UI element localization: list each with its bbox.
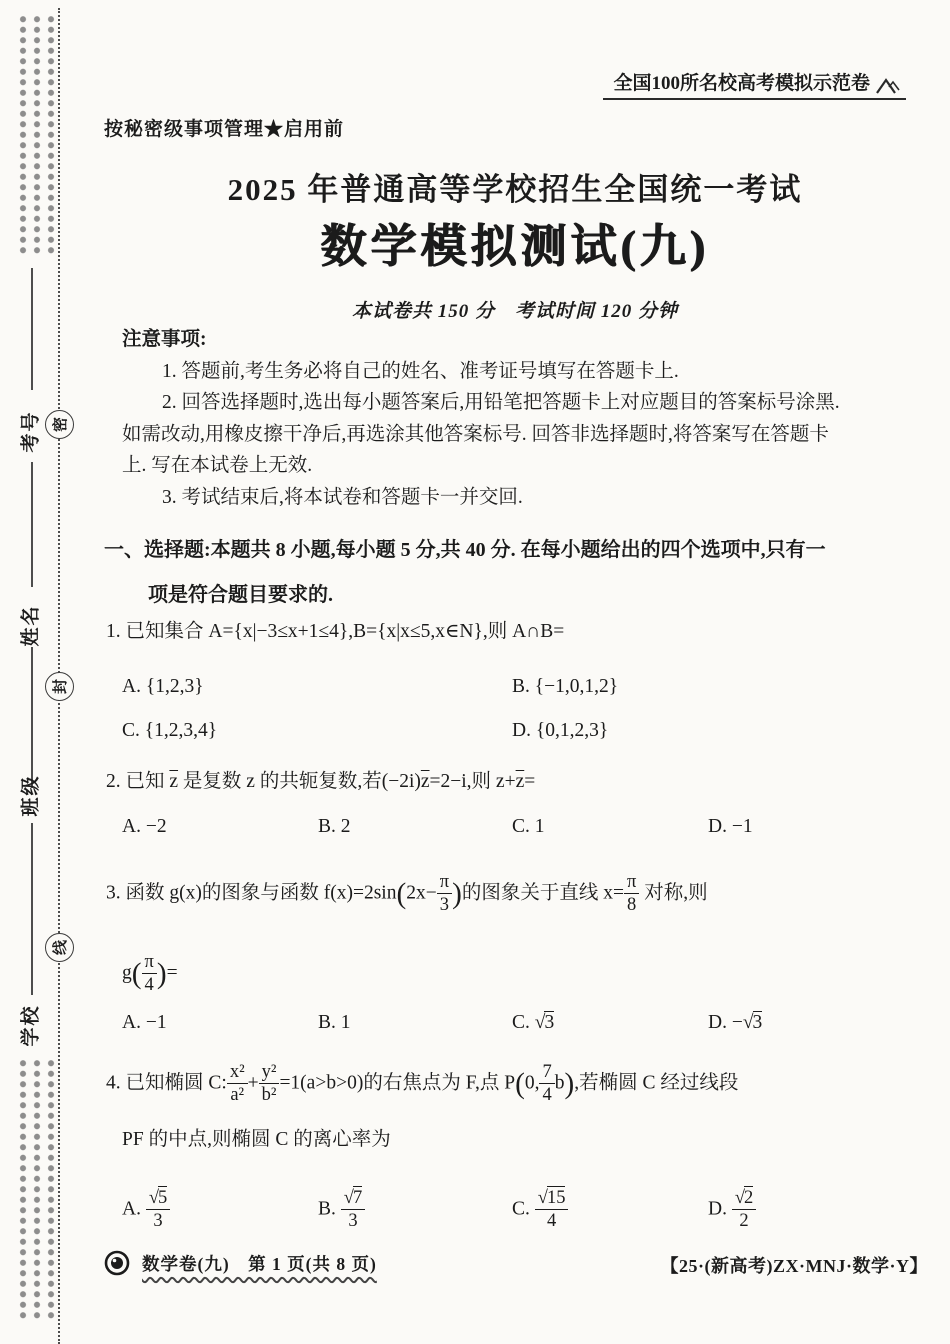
school-label: 学校 [20,1004,42,1047]
name-label: 姓名 [20,604,42,647]
fraction-sqrt7-3: $\frac{√7}{3}$ [341,1188,365,1231]
notice-line: 3. 考试结束后,将本试卷和答题卡一并交回. [162,486,523,508]
brand-slogan-text: 全国100所名校高考模拟示范卷 [613,73,870,94]
z-conjugate: $\overline{z}$ [515,771,525,792]
z-conjugate: $\overline{z}$ [169,771,179,792]
perforation-dots-top [14,12,56,254]
name-fill-line [31,462,33,587]
section-1-line2: 项是符合题目要求的. [148,584,333,606]
notice-line: 如需改动,用橡皮擦干净后,再选涂其他答案标号. 回答非选择题时,将答案写在答题卡 [122,423,829,445]
sqrt-sign: √ [734,1187,745,1208]
q3-g: g [122,962,132,984]
q4-text: 4. 已知椭圆 C: [106,1072,227,1094]
right-paren: ) [156,958,167,991]
fraction-x2-a2: $\frac{\text{x²}}{\text{a²}}$ [227,1062,248,1105]
perforation-dots-bottom [14,1056,56,1322]
notice-heading: 注意事项: [122,329,207,350]
class-label: 班级 [20,774,42,817]
q2-text: =2−i,则 z+ [429,771,516,792]
fraction-pi-4: $\frac{\pi}{4}$ [142,952,157,995]
question-3-option-c: C. √3 [512,1012,555,1033]
question-2-option-d: D. −1 [708,816,753,837]
q3-text: 2x− [406,882,437,904]
question-4-line2: PF 的中点,则椭圆 C 的离心率为 [122,1129,391,1150]
z-conjugate: $\overline{z}$ [420,771,430,792]
section-1-heading [104,528,924,618]
seal-char-feng: 封 [45,672,74,701]
q4-text: ,若椭圆 C 经过线段 [574,1072,739,1094]
question-2-option-a: A. −2 [122,816,167,837]
q4-text: 0, [524,1072,540,1094]
q3-text: 3. 函数 g(x)的图象与函数 f(x)=2sin [106,882,397,904]
question-2-option-b: B. 2 [318,816,351,837]
question-3-option-b: B. 1 [318,1012,351,1033]
seal-char-mi: 密 [45,410,74,439]
notice-line: 2. 回答选择题时,选出每小题答案后,用铅笔把答题卡上对应题目的答案标号涂黑. [162,392,840,413]
sqrt-sign: √ [742,1012,753,1033]
question-3-stem [106,872,708,915]
security-note: 按秘密级事项管理★启用前 [104,119,345,140]
publisher-logo-icon [104,1250,130,1276]
exam-number-label: 考号 [20,410,42,453]
q3-text: 的图象关于直线 x= [461,882,624,904]
question-4-stem [106,1062,738,1105]
fraction-sqrt2-2: $\frac{√2}{2}$ [732,1188,756,1231]
left-paren: ( [515,1068,525,1101]
question-3-option-a: A. −1 [122,1012,167,1033]
seal-char-xian: 线 [45,933,74,962]
q4-text: b [554,1072,565,1094]
exam-number-fill-line [31,268,33,390]
question-4-option-d: D. $\frac{√2}{2}$ [708,1188,756,1231]
question-2-option-c: C. 1 [512,816,545,837]
question-3-expression [122,952,178,995]
mountain-icon [876,77,902,95]
fraction-y2-b2: $\frac{\text{y²}}{\text{b²}}$ [259,1062,280,1105]
page-info: 数学卷(九) 第 1 页(共 8 页) [142,1253,377,1274]
left-paren: ( [131,958,142,991]
question-1-option-a: A. {1,2,3} [122,676,204,697]
school-fill-line [31,823,33,995]
q3-equals: = [166,962,178,984]
right-paren: ) [452,878,462,911]
footer-left [104,1250,377,1276]
question-3-option-d: D. −√3 [708,1012,763,1033]
notice-line: 上. 写在本试卷上无效. [122,455,313,476]
question-1-option-b: B. {−1,0,1,2} [512,676,619,697]
right-paren: ) [564,1068,575,1101]
fraction-sqrt15-4: $\frac{√15}{4}$ [535,1188,569,1231]
notice-block [122,324,912,513]
question-1-option-d: D. {0,1,2,3} [512,720,609,741]
fraction-pi-3: $\frac{\pi}{3}$ [437,872,452,915]
sqrt-sign: √ [537,1187,547,1208]
q4-text: =1(a>b>0)的右焦点为 F,点 P [279,1072,516,1094]
question-1-stem: 1. 已知集合 A={x|−3≤x+1≤4},B={x|x≤5,x∈N},则 A∩B= [106,621,565,642]
sqrt-sign: √ [534,1012,545,1033]
q2-text: = [524,771,536,792]
sqrt-sign: √ [148,1187,159,1208]
question-2-stem [106,770,535,794]
question-1-option-c: C. {1,2,3,4} [122,720,218,741]
q3-text: 对称,则 [639,882,708,904]
exam-title: 2025 年普通高等学校招生全国统一考试 [227,172,803,207]
exam-meta: 本试卷共 150 分 考试时间 120 分钟 [351,301,678,322]
brand-slogan [603,68,906,100]
fraction-7-4: $\frac{7}{4}$ [539,1062,554,1105]
question-4-option-c: C. $\frac{√15}{4}$ [512,1188,568,1231]
question-4-option-b: B. $\frac{√7}{3}$ [318,1188,365,1231]
sqrt-sign: √ [343,1187,353,1208]
notice-line: 1. 答题前,考生务必将自己的姓名、准考证号填写在答题卡上. [162,360,679,382]
fraction-pi-8: $\frac{\pi}{8}$ [624,872,639,915]
paper-title: 数学模拟测试(九) [320,221,710,272]
section-1-line1: 一、选择题:本题共 8 小题,每小题 5 分,共 40 分. 在每小题给出的四个选项中,只有一 [104,539,826,561]
q2-text: 2. 已知 [106,771,170,792]
left-paren: ( [396,878,407,911]
fraction-sqrt5-3: $\frac{√5}{3}$ [146,1188,170,1231]
plus-sign: + [247,1072,259,1094]
paper-code: 【25·(新高考)ZX·MNJ·数学·Y】 [660,1256,928,1276]
question-4-option-a: A. $\frac{√5}{3}$ [122,1188,170,1231]
q2-text: 是复数 z 的共轭复数,若(−2i) [178,771,421,792]
